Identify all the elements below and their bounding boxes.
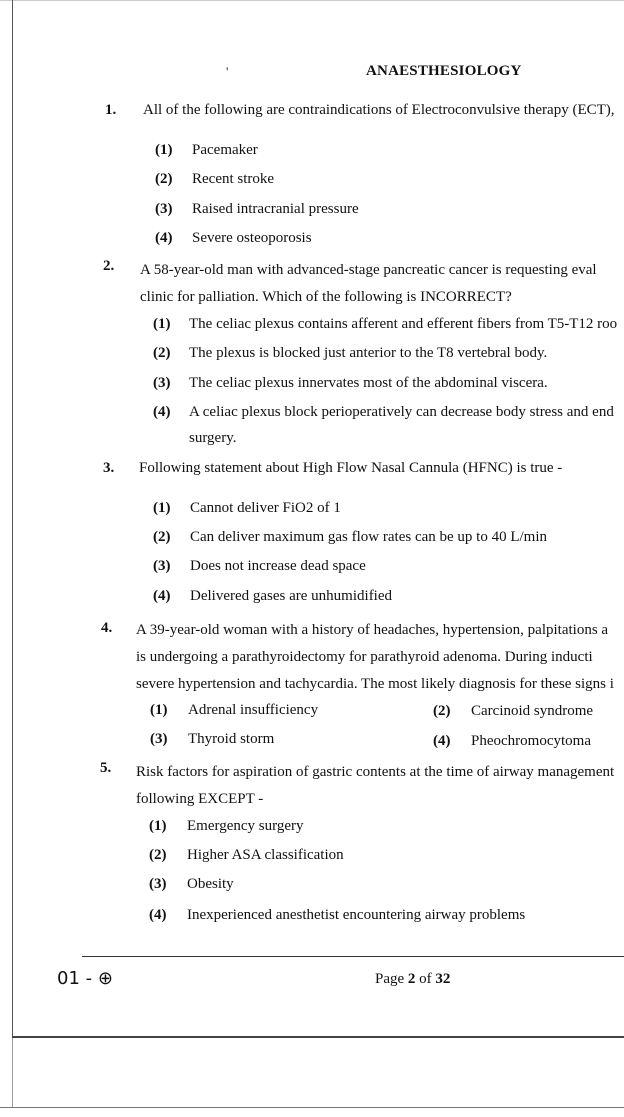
option-number: (3) — [149, 876, 167, 892]
booklet-code: 01 - ⊕ — [57, 968, 113, 989]
option-number: (2) — [153, 529, 171, 545]
question-text-line: A 58-year-old man with advanced-stage pancreatic cancer is requesting eval — [140, 262, 597, 278]
option-number: (2) — [155, 171, 173, 187]
page-top-edge — [0, 0, 624, 1]
option-number: (2) — [433, 703, 451, 719]
option-text: Delivered gases are unhumidified — [190, 588, 393, 604]
option-number: (3) — [150, 731, 168, 747]
scan-border-vertical — [12, 1038, 13, 1108]
option-number: (4) — [155, 230, 173, 246]
question-text-line: Following statement about High Flow Nasal Cannula (HFNC) is true - — [139, 460, 563, 476]
option-number: (4) — [149, 907, 167, 923]
page-number: Page 2 of 32 — [375, 971, 451, 987]
question-text-line: following EXCEPT - — [136, 791, 264, 807]
question-number: 5. — [100, 760, 112, 776]
option-text: Can deliver maximum gas flow rates can be up to 40 L/min — [190, 529, 547, 545]
option-text: Higher ASA classification — [187, 847, 344, 863]
option-text: The celiac plexus contains afferent and efferent fibers from T5-T12 roo — [189, 316, 618, 332]
question-number: 1. — [105, 102, 117, 118]
option-number: (3) — [153, 375, 171, 391]
page-left-edge — [12, 0, 13, 1040]
option-text: Pacemaker — [192, 142, 258, 158]
option-text: Thyroid storm — [188, 731, 275, 747]
option-text: Emergency surgery — [187, 818, 304, 834]
question-text-line: All of the following are contraindications of Electroconvulsive therapy (ECT), — [143, 102, 615, 118]
option-number: (2) — [149, 847, 167, 863]
stray-mark: ' — [226, 64, 229, 79]
option-text: The celiac plexus innervates most of the abdominal viscera. — [189, 375, 548, 391]
question-text-line: A 39-year-old woman with a history of headaches, hypertension, palpitations a — [136, 622, 609, 638]
option-text: A celiac plexus block perioperatively can decrease body stress and end — [189, 404, 614, 420]
option-number: (1) — [153, 500, 171, 516]
question-number: 2. — [103, 258, 115, 274]
option-text: Severe osteoporosis — [192, 230, 312, 246]
option-number: (4) — [433, 733, 451, 749]
question-text-line: clinic for palliation. Which of the following is INCORRECT? — [140, 289, 512, 305]
page-title: ANAESTHESIOLOGY — [366, 63, 522, 79]
option-text: Raised intracranial pressure — [192, 201, 359, 217]
scan-border-line — [0, 1107, 624, 1108]
option-number: (4) — [153, 404, 171, 420]
option-number: (1) — [149, 818, 167, 834]
option-text: Recent stroke — [192, 171, 275, 187]
option-number: (1) — [153, 316, 171, 332]
question-text-line: is undergoing a parathyroidectomy for parathyroid adenoma. During inducti — [136, 649, 593, 665]
question-text-line: Risk factors for aspiration of gastric contents at the time of airway management — [136, 764, 615, 780]
footer-divider — [82, 956, 624, 957]
question-number: 3. — [103, 460, 115, 476]
option-number: (4) — [153, 588, 171, 604]
option-text: Pheochromocytoma — [471, 733, 591, 749]
option-text: Does not increase dead space — [190, 558, 366, 574]
option-text: Carcinoid syndrome — [471, 703, 594, 719]
scan-border-line — [12, 1036, 624, 1038]
option-number: (2) — [153, 345, 171, 361]
question-number: 4. — [101, 620, 113, 636]
option-number: (3) — [153, 558, 171, 574]
option-text: Obesity — [187, 876, 234, 892]
option-number: (1) — [150, 702, 168, 718]
question-text-line: severe hypertension and tachycardia. The most likely diagnosis for these signs i — [136, 676, 614, 692]
option-text: Adrenal insufficiency — [188, 702, 319, 718]
option-number: (3) — [155, 201, 173, 217]
option-number: (1) — [155, 142, 173, 158]
option-text-continuation: surgery. — [189, 430, 237, 446]
option-text: The plexus is blocked just anterior to the T8 vertebral body. — [189, 345, 548, 361]
option-text: Inexperienced anesthetist encountering airway problems — [187, 907, 526, 923]
option-text: Cannot deliver FiO2 of 1 — [190, 500, 341, 516]
